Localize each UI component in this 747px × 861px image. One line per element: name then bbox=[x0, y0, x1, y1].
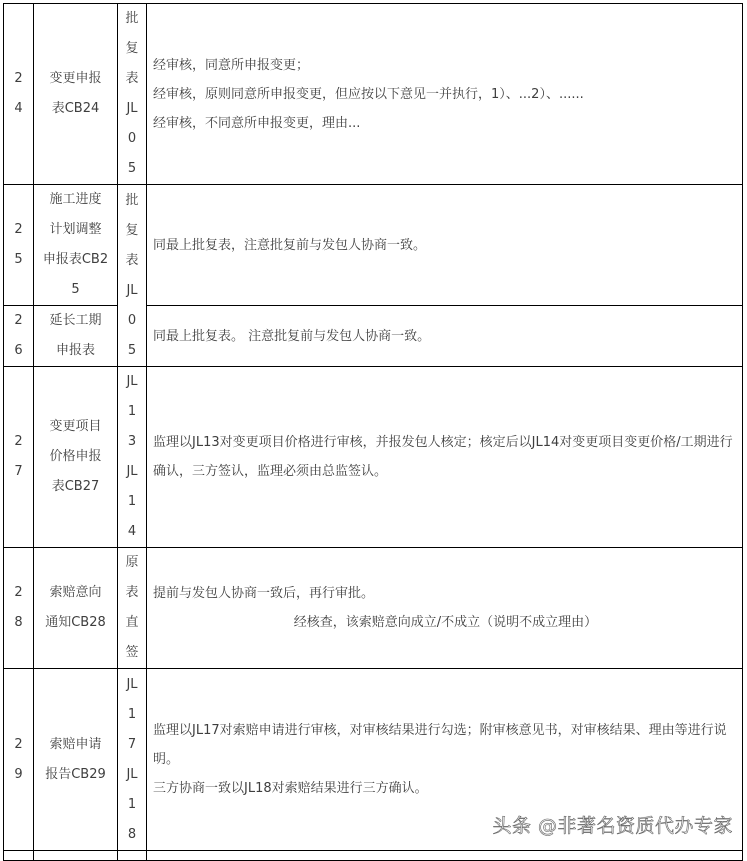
row-number-digit: 9 bbox=[14, 766, 23, 782]
reply-form-char: 8 bbox=[127, 826, 137, 842]
reply-form-char: 0 bbox=[127, 312, 137, 328]
reply-form-char: 表 bbox=[125, 252, 139, 268]
row-number bbox=[4, 669, 34, 851]
approval-note bbox=[147, 185, 743, 306]
reply-form-char: 7 bbox=[127, 736, 137, 752]
note-line: 监理以JL17对索赔申请进行审核，对审核结果进行勾选；附审核意见书，对审核结果、理由等进行说明。 bbox=[153, 723, 727, 767]
form-name bbox=[34, 306, 118, 367]
form-name bbox=[34, 548, 118, 669]
approval-note bbox=[147, 306, 743, 367]
table-row-partial bbox=[4, 851, 743, 861]
row-number-digit: 2 bbox=[14, 434, 23, 449]
reply-form-char: 复 bbox=[125, 41, 139, 56]
reply-form-char: 1 bbox=[127, 404, 137, 419]
approval-note bbox=[147, 4, 743, 185]
reply-form-char: 5 bbox=[127, 161, 137, 176]
reply-form-char: JL bbox=[126, 464, 138, 479]
note-line: 三方协商一致以JL18对索赔结果进行三方确认。 bbox=[153, 781, 428, 796]
reply-form bbox=[118, 367, 147, 548]
reply-form-char: 1 bbox=[127, 796, 137, 812]
form-name bbox=[34, 669, 118, 851]
table-row bbox=[4, 367, 743, 548]
form-name-line: 延长工期 bbox=[49, 313, 102, 328]
form-name bbox=[34, 851, 118, 861]
row-number-digit: 7 bbox=[14, 464, 23, 479]
form-name-line: 变更申报 bbox=[49, 71, 102, 86]
reply-form-char: 4 bbox=[127, 524, 137, 539]
form-name-line: 施工进度 bbox=[49, 192, 102, 207]
note-line: 同最上批复表。 注意批复前与发包人协商一致。 bbox=[153, 328, 431, 344]
note-line: 监理以JL13对变更项目价格进行审核，并报发包人核定；核定后以JL14对变更项目变更价格/工期进行确认，三方签认，监理必须由总监签认。 bbox=[153, 435, 733, 479]
reply-form-char: 表 bbox=[125, 585, 139, 600]
reply-form-char: 表 bbox=[125, 71, 139, 86]
reply-form-char: 0 bbox=[127, 131, 137, 146]
form-name-line: 报告CB29 bbox=[45, 766, 106, 782]
reply-form-char: JL bbox=[126, 766, 138, 782]
note-line: 提前与发包人协商一致后，再行审批。 bbox=[153, 586, 375, 601]
row-number-digit: 6 bbox=[14, 343, 23, 358]
form-name-line: 索赔意向 bbox=[49, 585, 102, 600]
row-number bbox=[4, 851, 34, 861]
approval-note bbox=[147, 548, 743, 669]
reply-form-char: 5 bbox=[127, 342, 137, 358]
form-name-line: 申报表 bbox=[55, 343, 95, 358]
watermark: 头条 @非著名资质代办专家 bbox=[492, 815, 733, 837]
row-number-digit: 2 bbox=[14, 736, 23, 752]
table-row bbox=[4, 4, 743, 185]
form-name-line: 5 bbox=[71, 282, 80, 297]
form-name-line: 变更项目 bbox=[49, 419, 102, 434]
row-number-digit: 2 bbox=[14, 71, 23, 86]
reply-form-char: 1 bbox=[127, 706, 137, 722]
form-name-line: 索赔申请 bbox=[49, 736, 102, 752]
form-name bbox=[34, 367, 118, 548]
row-number-digit: 4 bbox=[14, 101, 23, 116]
form-name-line: 表CB27 bbox=[51, 479, 100, 494]
reply-form-char: 1 bbox=[127, 494, 137, 509]
reply-form-char: 批 bbox=[125, 192, 139, 208]
note-line: 经审核，同意所申报变更； bbox=[153, 57, 310, 73]
row-number bbox=[4, 4, 34, 185]
form-name-line: 计划调整 bbox=[49, 222, 102, 237]
row-number bbox=[4, 185, 34, 306]
reply-form-char: 批 bbox=[125, 11, 139, 26]
row-number-digit: 2 bbox=[14, 585, 23, 600]
row-number bbox=[4, 306, 34, 367]
reply-form-char: JL bbox=[126, 374, 138, 389]
row-number-digit: 8 bbox=[14, 615, 23, 630]
table-row bbox=[4, 548, 743, 669]
approval-table bbox=[3, 3, 743, 861]
form-name bbox=[34, 4, 118, 185]
reply-form bbox=[118, 851, 147, 861]
reply-form-char: 签 bbox=[125, 645, 139, 660]
row-number-digit: 2 bbox=[14, 222, 23, 237]
note-line: 经核查，该索赔意向成立/不成立（说明不成立理由） bbox=[293, 615, 598, 630]
form-name-line: 价格申报 bbox=[49, 449, 102, 464]
form-name-line: 通知CB28 bbox=[45, 615, 106, 630]
reply-form-char: 原 bbox=[125, 555, 139, 570]
reply-form-char: 3 bbox=[127, 434, 137, 449]
reply-form-char: JL bbox=[126, 676, 138, 692]
form-name-line: 申报表CB2 bbox=[42, 252, 109, 267]
row-number bbox=[4, 548, 34, 669]
reply-form-char: 直 bbox=[125, 615, 139, 630]
form-name bbox=[34, 185, 118, 306]
note-line: 经审核，原则同意所申报变更，但应按以下意见一并执行，1）、...2）、...... bbox=[153, 86, 584, 102]
row-number bbox=[4, 367, 34, 548]
note-line: 同最上批复表，注意批复前与发包人协商一致。 bbox=[153, 237, 427, 253]
form-name-line: 表CB24 bbox=[51, 101, 100, 116]
approval-note bbox=[147, 851, 743, 861]
reply-form-char: JL bbox=[126, 101, 138, 116]
row-number-digit: 2 bbox=[14, 313, 23, 328]
reply-form bbox=[118, 669, 147, 851]
table-row bbox=[4, 185, 743, 306]
note-line: 经审核，不同意所申报变更，理由... bbox=[153, 115, 361, 131]
table-row bbox=[4, 306, 743, 367]
approval-note bbox=[147, 367, 743, 548]
reply-form bbox=[118, 4, 147, 185]
reply-form-char: JL bbox=[126, 282, 138, 298]
reply-form bbox=[118, 185, 147, 367]
reply-form bbox=[118, 548, 147, 669]
reply-form-char: 复 bbox=[125, 222, 139, 238]
row-number-digit: 5 bbox=[14, 252, 23, 267]
